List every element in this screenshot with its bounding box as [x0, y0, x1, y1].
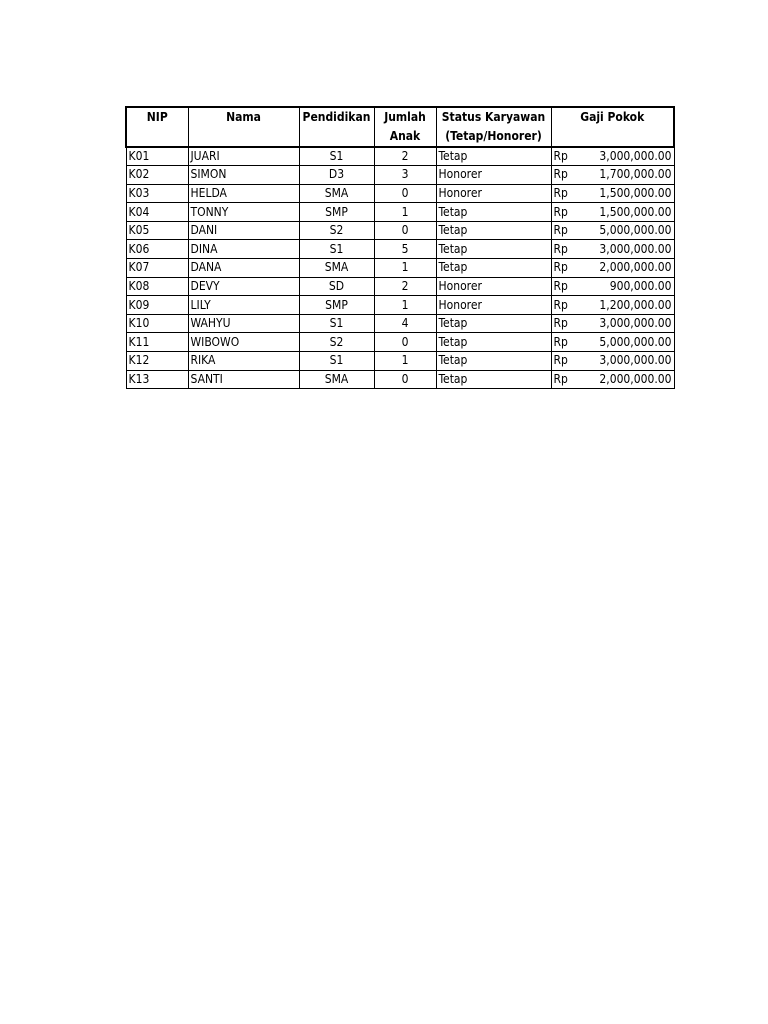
cell-status: Honorer — [436, 166, 551, 185]
table-row — [126, 221, 674, 240]
currency-label: Rp — [553, 260, 568, 275]
cell-pendidikan: S1 — [299, 240, 374, 259]
cell-gaji-pokok — [551, 296, 674, 315]
cell-status: Tetap — [436, 333, 551, 352]
table-row — [126, 147, 674, 166]
header-jumlah-anak: Jumlah Anak — [374, 107, 436, 147]
table-row — [126, 352, 674, 371]
cell-status: Honorer — [436, 184, 551, 203]
cell-nama: DINA — [188, 240, 299, 259]
cell-status: Tetap — [436, 203, 551, 222]
salary-amount: 3,000,000.00 — [599, 353, 672, 368]
cell-gaji-pokok — [551, 370, 674, 389]
cell-nip: K10 — [126, 314, 188, 333]
cell-nip: K11 — [126, 333, 188, 352]
cell-nip: K05 — [126, 221, 188, 240]
table-row — [126, 277, 674, 296]
cell-gaji-pokok — [551, 147, 674, 166]
salary-amount: 3,000,000.00 — [599, 149, 672, 164]
cell-status: Tetap — [436, 259, 551, 278]
cell-gaji-pokok — [551, 221, 674, 240]
cell-jumlah-anak: 1 — [374, 296, 436, 315]
cell-pendidikan: SD — [299, 277, 374, 296]
cell-gaji-pokok — [551, 184, 674, 203]
employee-table — [125, 106, 675, 389]
cell-jumlah-anak: 0 — [374, 333, 436, 352]
currency-label: Rp — [553, 185, 568, 200]
table-row — [126, 184, 674, 203]
currency-label: Rp — [553, 278, 568, 293]
header-gaji-pokok: Gaji Pokok — [551, 107, 674, 147]
table-row — [126, 166, 674, 185]
cell-status: Tetap — [436, 370, 551, 389]
cell-nama: WAHYU — [188, 314, 299, 333]
currency-label: Rp — [553, 353, 568, 368]
cell-pendidikan: S1 — [299, 147, 374, 166]
cell-jumlah-anak: 2 — [374, 277, 436, 296]
salary-amount: 1,500,000.00 — [599, 185, 672, 200]
table-row — [126, 314, 674, 333]
cell-nip: K01 — [126, 147, 188, 166]
cell-nama: DANI — [188, 221, 299, 240]
cell-gaji-pokok — [551, 333, 674, 352]
currency-label: Rp — [553, 223, 568, 238]
cell-nip: K04 — [126, 203, 188, 222]
cell-nama: HELDA — [188, 184, 299, 203]
salary-amount: 5,000,000.00 — [599, 334, 672, 349]
salary-amount: 3,000,000.00 — [599, 316, 672, 331]
table-body — [126, 147, 674, 389]
header-nip: NIP — [126, 107, 188, 147]
salary-amount: 2,000,000.00 — [599, 371, 672, 386]
table-row — [126, 203, 674, 222]
cell-status: Tetap — [436, 352, 551, 371]
cell-nama: TONNY — [188, 203, 299, 222]
salary-amount: 1,700,000.00 — [599, 167, 672, 182]
cell-pendidikan: SMA — [299, 370, 374, 389]
cell-nama: LILY — [188, 296, 299, 315]
cell-status: Tetap — [436, 221, 551, 240]
cell-nip: K13 — [126, 370, 188, 389]
salary-amount: 2,000,000.00 — [599, 260, 672, 275]
cell-nip: K02 — [126, 166, 188, 185]
table-row — [126, 296, 674, 315]
cell-jumlah-anak: 1 — [374, 259, 436, 278]
salary-amount: 1,500,000.00 — [599, 204, 672, 219]
salary-amount: 1,200,000.00 — [599, 297, 672, 312]
cell-nama: WIBOWO — [188, 333, 299, 352]
cell-status: Honorer — [436, 296, 551, 315]
cell-pendidikan: SMP — [299, 296, 374, 315]
header-pendidikan: Pendidikan — [299, 107, 374, 147]
header-status-karyawan: Status Karyawan (Tetap/Honorer) — [436, 107, 551, 147]
cell-pendidikan: SMA — [299, 259, 374, 278]
cell-jumlah-anak: 5 — [374, 240, 436, 259]
currency-label: Rp — [553, 371, 568, 386]
table-row — [126, 240, 674, 259]
cell-pendidikan: S1 — [299, 352, 374, 371]
cell-nama: RIKA — [188, 352, 299, 371]
currency-label: Rp — [553, 334, 568, 349]
cell-jumlah-anak: 0 — [374, 370, 436, 389]
cell-status: Honorer — [436, 277, 551, 296]
table-header-row — [126, 107, 674, 147]
cell-status: Tetap — [436, 147, 551, 166]
cell-pendidikan: S2 — [299, 221, 374, 240]
cell-gaji-pokok — [551, 277, 674, 296]
cell-jumlah-anak: 4 — [374, 314, 436, 333]
cell-jumlah-anak: 3 — [374, 166, 436, 185]
table-row — [126, 333, 674, 352]
cell-nama: DEVY — [188, 277, 299, 296]
cell-gaji-pokok — [551, 240, 674, 259]
cell-pendidikan: S1 — [299, 314, 374, 333]
cell-pendidikan: SMP — [299, 203, 374, 222]
salary-amount: 3,000,000.00 — [599, 241, 672, 256]
cell-jumlah-anak: 0 — [374, 221, 436, 240]
currency-label: Rp — [553, 297, 568, 312]
cell-jumlah-anak: 2 — [374, 147, 436, 166]
cell-pendidikan: S2 — [299, 333, 374, 352]
table-row — [126, 370, 674, 389]
cell-jumlah-anak: 1 — [374, 203, 436, 222]
cell-nip: K09 — [126, 296, 188, 315]
currency-label: Rp — [553, 204, 568, 219]
currency-label: Rp — [553, 149, 568, 164]
cell-nip: K12 — [126, 352, 188, 371]
cell-pendidikan: SMA — [299, 184, 374, 203]
cell-gaji-pokok — [551, 259, 674, 278]
salary-amount: 900,000.00 — [609, 278, 672, 293]
cell-gaji-pokok — [551, 352, 674, 371]
cell-gaji-pokok — [551, 314, 674, 333]
header-nama: Nama — [188, 107, 299, 147]
cell-status: Tetap — [436, 314, 551, 333]
table-row — [126, 259, 674, 278]
cell-gaji-pokok — [551, 203, 674, 222]
cell-gaji-pokok — [551, 166, 674, 185]
cell-nama: JUARI — [188, 147, 299, 166]
cell-nip: K06 — [126, 240, 188, 259]
cell-status: Tetap — [436, 240, 551, 259]
cell-pendidikan: D3 — [299, 166, 374, 185]
currency-label: Rp — [553, 316, 568, 331]
cell-jumlah-anak: 1 — [374, 352, 436, 371]
salary-amount: 5,000,000.00 — [599, 223, 672, 238]
cell-nama: SIMON — [188, 166, 299, 185]
currency-label: Rp — [553, 241, 568, 256]
cell-nip: K07 — [126, 259, 188, 278]
cell-nama: DANA — [188, 259, 299, 278]
currency-label: Rp — [553, 167, 568, 182]
cell-nip: K03 — [126, 184, 188, 203]
cell-jumlah-anak: 0 — [374, 184, 436, 203]
cell-nip: K08 — [126, 277, 188, 296]
cell-nama: SANTI — [188, 370, 299, 389]
